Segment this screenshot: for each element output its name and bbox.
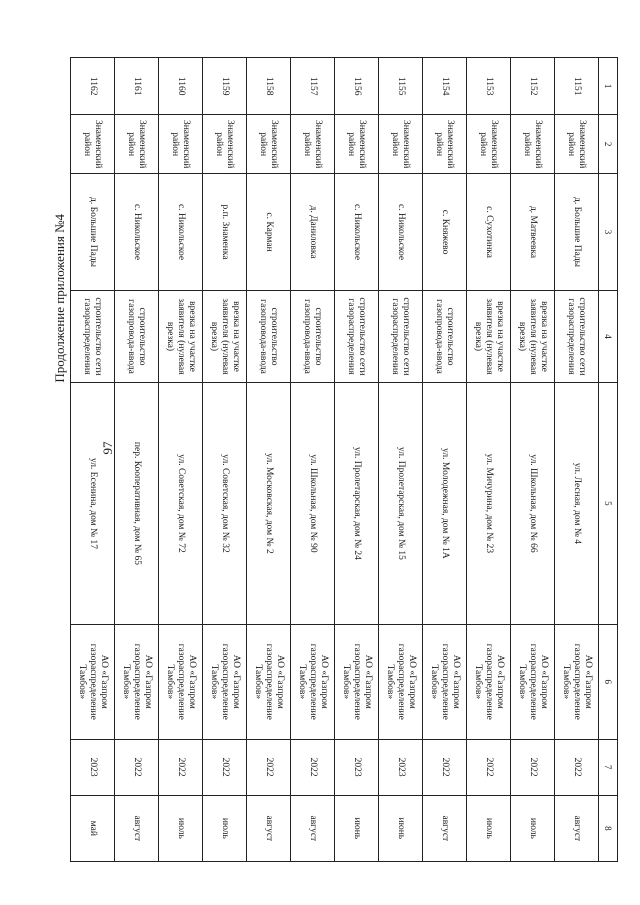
table-cell: Знаменский район: [71, 115, 115, 174]
table-cell: август: [423, 795, 467, 861]
table-cell: Знаменский район: [555, 115, 599, 174]
table-cell: Знаменский район: [423, 115, 467, 174]
table-row: [335, 58, 379, 862]
table-cell: с. Никольское: [379, 173, 423, 290]
table-cell: ул. Школьная, дом № 90: [291, 382, 335, 624]
column-header: 2: [599, 115, 618, 174]
table-cell: ул. Пролетарская, дом № 24: [335, 382, 379, 624]
table-cell: 2022: [159, 739, 203, 795]
table-cell: 2023: [71, 739, 115, 795]
table-cell: строительство сети газораспределения: [335, 291, 379, 383]
table-cell: АО «Газпром газораспределение Тамбов»: [247, 624, 291, 739]
table-cell: АО «Газпром газораспределение Тамбов»: [379, 624, 423, 739]
table-cell: 2022: [511, 739, 555, 795]
column-header: 1: [599, 58, 618, 115]
table-cell: д. Даниловка: [291, 173, 335, 290]
table-row: [555, 58, 599, 862]
column-header: 6: [599, 624, 618, 739]
table-row: [379, 58, 423, 862]
table-cell: д. Большие Пады: [71, 173, 115, 290]
table-cell: строительство газопровода-ввода: [115, 291, 159, 383]
table-cell: строительство сети газораспределения: [379, 291, 423, 383]
table-row: [291, 58, 335, 862]
table-cell: июль: [511, 795, 555, 861]
table-row: [467, 58, 511, 862]
column-header: 3: [599, 173, 618, 290]
table-cell: врезка на участке заявителя (нулевая врезка): [467, 291, 511, 383]
table-cell: июль: [203, 795, 247, 861]
table-cell: АО «Газпром газораспределение Тамбов»: [555, 624, 599, 739]
table-cell: строительство сети газораспределения: [555, 291, 599, 383]
page-number: 97: [100, 441, 115, 455]
table-cell: АО «Газпром газораспределение Тамбов»: [335, 624, 379, 739]
table-cell: 1162: [71, 58, 115, 115]
table-cell: июль: [467, 795, 511, 861]
table-cell: ул. Советская, дом № 32: [203, 382, 247, 624]
column-header: 7: [599, 739, 618, 795]
table-cell: Знаменский район: [379, 115, 423, 174]
table-cell: 1154: [423, 58, 467, 115]
table-cell: Знаменский район: [247, 115, 291, 174]
table-cell: Знаменский район: [159, 115, 203, 174]
table-cell: июль: [159, 795, 203, 861]
table-cell: август: [247, 795, 291, 861]
table-cell: ул. Молодежная, дом № 1А: [423, 382, 467, 624]
table-cell: АО «Газпром газораспределение Тамбов»: [511, 624, 555, 739]
column-header: 5: [599, 382, 618, 624]
table-cell: с. Сухотинка: [467, 173, 511, 290]
table-cell: АО «Газпром газораспределение Тамбов»: [71, 624, 115, 739]
table-cell: АО «Газпром газораспределение Тамбов»: [291, 624, 335, 739]
table-cell: ул. Школьная, дом № 66: [511, 382, 555, 624]
rotated-table: [70, 57, 618, 862]
table-cell: август: [291, 795, 335, 861]
table-cell: строительство газопровода-ввода: [247, 291, 291, 383]
table-cell: Знаменский район: [467, 115, 511, 174]
table-cell: Знаменский район: [115, 115, 159, 174]
table-cell: 2023: [379, 739, 423, 795]
table-cell: врезка на участке заявителя (нулевая врезка): [511, 291, 555, 383]
table-cell: АО «Газпром газораспределение Тамбов»: [203, 624, 247, 739]
table-row: [115, 58, 159, 862]
table-cell: июнь: [379, 795, 423, 861]
table-cell: август: [555, 795, 599, 861]
table-cell: 2022: [115, 739, 159, 795]
table-cell: д. Большие Пады: [555, 173, 599, 290]
table-cell: 2022: [203, 739, 247, 795]
table-cell: 1157: [291, 58, 335, 115]
table-cell: строительство сети газораспределения: [71, 291, 115, 383]
appendix-caption: Продолжение приложения №4: [52, 214, 67, 383]
table-cell: р.п. Знаменка: [203, 173, 247, 290]
table-cell: ул. Есенина, дом № 17: [71, 382, 115, 624]
table-row: [423, 58, 467, 862]
table-cell: ул. Лесная, дом № 4: [555, 382, 599, 624]
table-cell: июнь: [335, 795, 379, 861]
table-cell: врезка на участке заявителя (нулевая врезка): [203, 291, 247, 383]
table-cell: 2022: [247, 739, 291, 795]
column-header: 8: [599, 795, 618, 861]
table-cell: с. Никольское: [159, 173, 203, 290]
table-cell: 2022: [291, 739, 335, 795]
table-cell: врезка на участке заявителя (нулевая врезка): [159, 291, 203, 383]
table-cell: АО «Газпром газораспределение Тамбов»: [159, 624, 203, 739]
table-cell: май: [71, 795, 115, 861]
table-cell: АО «Газпром газораспределение Тамбов»: [467, 624, 511, 739]
table-cell: 1160: [159, 58, 203, 115]
table-cell: 2022: [423, 739, 467, 795]
table-cell: 2022: [467, 739, 511, 795]
table-cell: ул. Московская, дом № 2: [247, 382, 291, 624]
table-row: [71, 58, 115, 862]
table-cell: с. Никольское: [115, 173, 159, 290]
table-cell: с. Княжево: [423, 173, 467, 290]
table-cell: ул. Советская, дом № 72: [159, 382, 203, 624]
table-cell: Знаменский район: [291, 115, 335, 174]
table-cell: строительство газопровода-ввода: [423, 291, 467, 383]
header-row: [599, 58, 618, 862]
table-cell: Знаменский район: [511, 115, 555, 174]
table-row: [247, 58, 291, 862]
table-row: [203, 58, 247, 862]
table-cell: с. Никольское: [335, 173, 379, 290]
table-cell: строительство газопровода-ввода: [291, 291, 335, 383]
table-container: [70, 57, 618, 862]
table-cell: 1155: [379, 58, 423, 115]
appendix-table: [70, 57, 618, 862]
table-cell: пер. Кооперативная, дом № 65: [115, 382, 159, 624]
table-cell: д. Матвеевка: [511, 173, 555, 290]
table-cell: 1156: [335, 58, 379, 115]
table-cell: 1151: [555, 58, 599, 115]
table-cell: 1158: [247, 58, 291, 115]
table-cell: 2022: [555, 739, 599, 795]
table-cell: 1152: [511, 58, 555, 115]
table-cell: 1161: [115, 58, 159, 115]
table-cell: Знаменский район: [335, 115, 379, 174]
table-cell: август: [115, 795, 159, 861]
table-cell: АО «Газпром газораспределение Тамбов»: [115, 624, 159, 739]
table-cell: 1159: [203, 58, 247, 115]
column-header: 4: [599, 291, 618, 383]
table-cell: АО «Газпром газораспределение Тамбов»: [423, 624, 467, 739]
table-cell: Знаменский район: [203, 115, 247, 174]
table-body: [71, 58, 599, 862]
table-row: [511, 58, 555, 862]
table-cell: с. Карман: [247, 173, 291, 290]
table-row: [159, 58, 203, 862]
table-cell: 2023: [335, 739, 379, 795]
table-cell: 1153: [467, 58, 511, 115]
table-cell: ул. Пролетарская, дом № 15: [379, 382, 423, 624]
table-cell: ул. Мичурина, дом № 23: [467, 382, 511, 624]
